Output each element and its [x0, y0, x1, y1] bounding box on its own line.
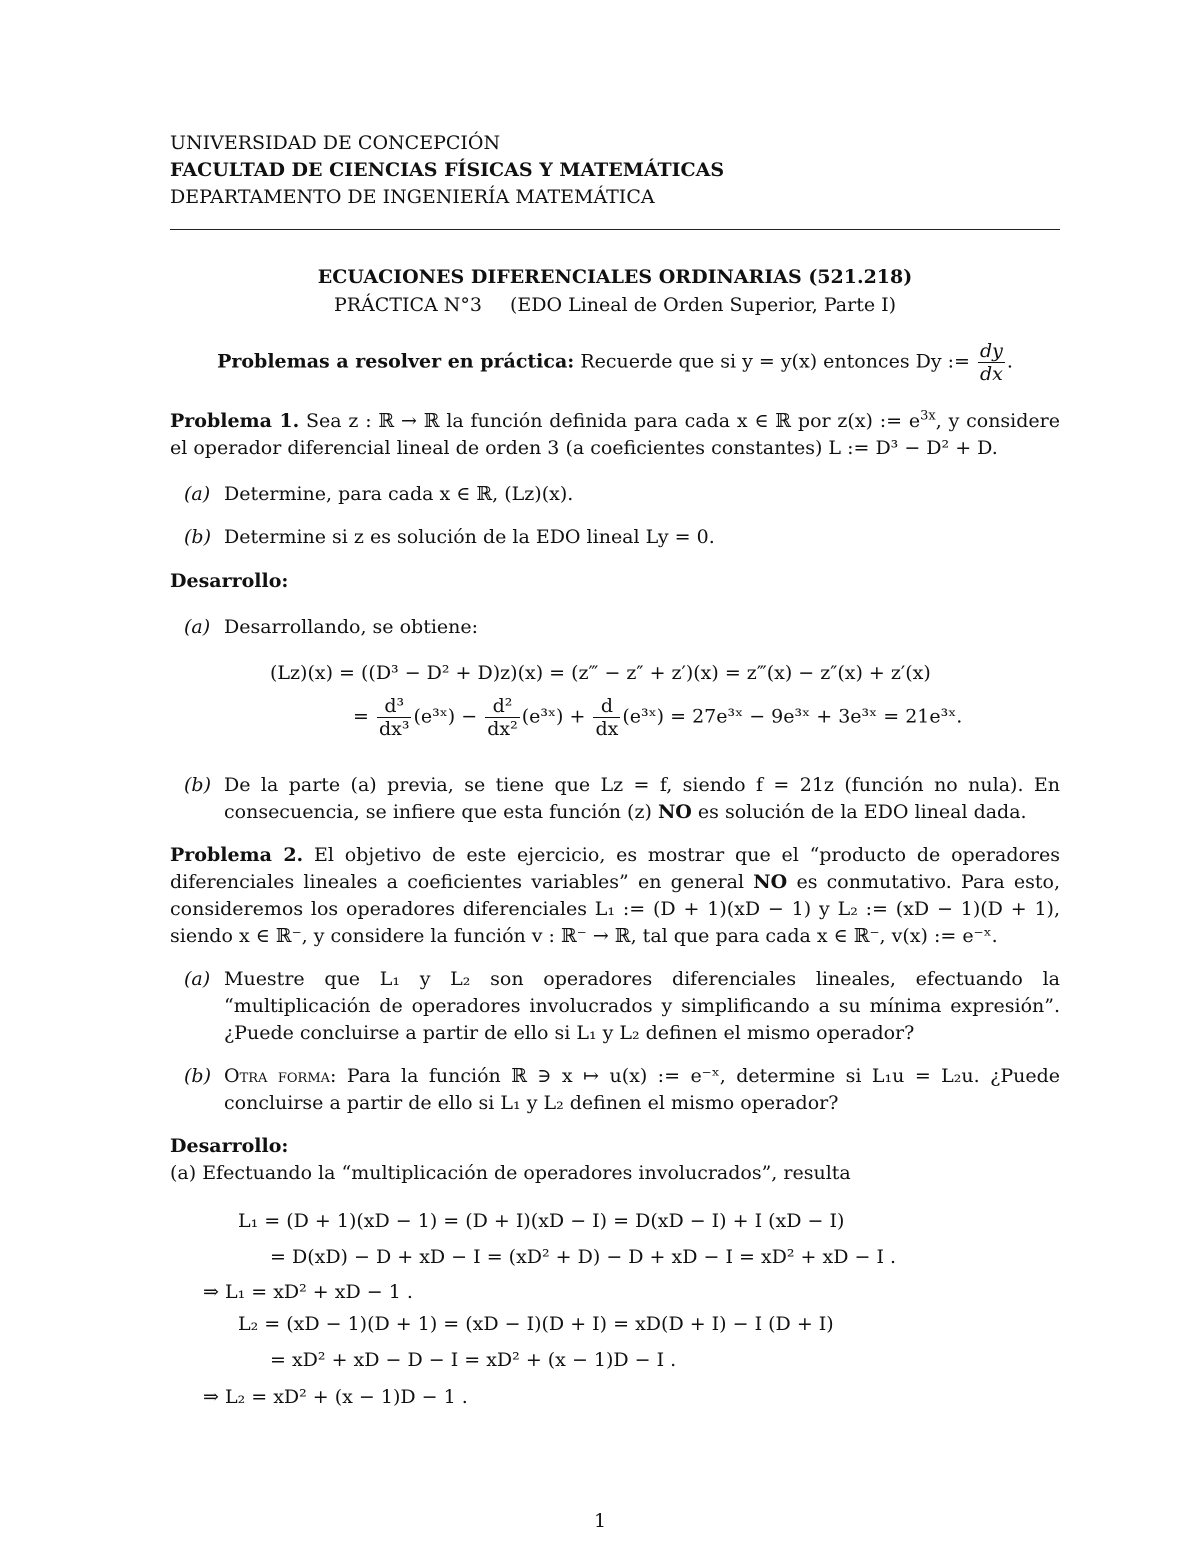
equals-sign: =: [353, 705, 369, 728]
institution-header: [170, 130, 1060, 211]
fraction-numerator: d: [593, 695, 620, 718]
fraction-numerator: dy: [979, 340, 1003, 362]
fraction-denominator: dx³: [378, 718, 410, 740]
intro-line: Problemas a resolver en práctica: Recuerde que si y = y(x) entonces Dy := $\frac{dy}{dx}$ .: [217, 340, 1013, 385]
problem-1-exponent: 3x: [920, 408, 936, 424]
problem-2-label: Problema 2.: [170, 844, 304, 866]
part-label: (b): [184, 526, 211, 548]
problem-1-text-1: Sea z : ℝ → ℝ la función definida para cada x ∈ ℝ por z(x) := e: [306, 410, 921, 432]
emphasis-no: NO: [753, 871, 788, 893]
part-text: Desarrollando, se obtiene:: [224, 616, 479, 638]
part-text: Determine si z es solución de la EDO lineal Ly = 0.: [224, 526, 715, 548]
part-label: (a): [184, 968, 211, 990]
page-number: 1: [593, 1510, 607, 1532]
emphasis-no: NO: [657, 801, 692, 823]
part-text: Muestre que L₁ y L₂ son operadores diferenciales lineales, efectuando la “multiplicación de operadores involucrados y simplificando a su mínima expresión”. ¿Puede concluirse a partir de ello si L₁ y L₂ definen el mismo operador?: [224, 968, 1060, 1044]
operator-result-1: ⇒ L₁ = xD² + xD − 1 .: [203, 1281, 413, 1303]
equation-term: (e³ˣ) = 27e³ˣ − 9e³ˣ + 3e³ˣ = 21e³ˣ.: [622, 705, 963, 728]
fraction-numerator: d²: [485, 695, 520, 718]
title-block: [170, 264, 1060, 320]
operator-equation-4: = xD² + xD − D − I = xD² + (x − 1)D − I .: [270, 1349, 677, 1371]
problem-1-text-2: , y considere el operador diferencial lineal de orden 3 (a coeficientes constantes) L := D³ − D² + D.: [170, 410, 1060, 459]
part-text: [224, 772, 1060, 826]
course-title: ECUACIONES DIFERENCIALES ORDINARIAS (521.218): [317, 266, 913, 288]
problem-1-statement: [170, 408, 1060, 462]
part-label: (a): [184, 616, 211, 638]
equation-term: (e³ˣ) −: [413, 705, 478, 728]
dy-dx-fraction: [978, 340, 1005, 385]
equation-line-1: (Lz)(x) = ((D³ − D² + D)z)(x) = (z‴ − z″ + z′)(x) = z‴(x) − z″(x) + z′(x): [270, 662, 931, 684]
practice-topic: (EDO Lineal de Orden Superior, Parte I): [509, 294, 897, 316]
equation-line-2: [353, 695, 962, 740]
equation-term: (e³ˣ) +: [521, 705, 586, 728]
problem-2-statement: [170, 842, 1060, 950]
fraction-numerator: d³: [377, 695, 412, 718]
part-label: (b): [184, 1065, 211, 1087]
intro-text: Recuerde que si y = y(x) entonces Dy :=: [580, 350, 970, 373]
operator-equation-3: L₂ = (xD − 1)(D + 1) = (xD − I)(D + I) = xD(D + I) − I (D + I): [238, 1313, 834, 1335]
fraction-denominator: dx: [979, 363, 1003, 385]
fraction-denominator: dx: [595, 718, 619, 740]
second-derivative-fraction: [485, 695, 520, 740]
problem-2-development-label: Desarrollo:: [170, 1135, 289, 1157]
part-b-text: : Para la función ℝ ∋ x ↦ u(x) := e⁻ˣ, determine si L₁u = L₂u. ¿Puede concluirse a partir de ello si L₁ y L₂ definen el mismo operador?: [224, 1065, 1060, 1114]
development-b-text-1: De la parte (a) previa, se tiene que Lz = f, siendo f = 21z (función no nula). En consecuencia, se infiere que esta función (z): [224, 774, 1060, 823]
part-text: [224, 1063, 1060, 1117]
problem-1-label: Problema 1.: [170, 410, 300, 432]
intro-label: Problemas a resolver en práctica:: [217, 350, 575, 373]
other-way-label: Otra forma: [224, 1065, 331, 1087]
problem-2-text-1: El objetivo de este ejercicio, es mostrar que el “producto de operadores diferenciales lineales a coeficientes variables” en general: [170, 844, 1061, 893]
operator-equation-1: L₁ = (D + 1)(xD − 1) = (D + I)(xD − I) = D(xD − I) + I (xD − I): [238, 1210, 845, 1232]
header-divider: [170, 229, 1060, 230]
practice-number: PRÁCTICA N°3: [333, 294, 482, 316]
part-label: (a): [184, 483, 211, 505]
part-label: (b): [184, 774, 211, 796]
fraction-denominator: dx²: [487, 718, 518, 740]
practice-subtitle: [170, 292, 1060, 320]
development-b-text-2: es solución de la EDO lineal dada.: [697, 801, 1027, 823]
first-derivative-fraction: [593, 695, 620, 740]
part-text: Determine, para cada x ∈ ℝ, (Lz)(x).: [224, 483, 574, 505]
department-name: DEPARTAMENTO DE INGENIERÍA MATEMÁTICA: [170, 186, 655, 208]
third-derivative-fraction: [377, 695, 412, 740]
faculty-name: FACULTAD DE CIENCIAS FÍSICAS Y MATEMÁTICAS: [170, 159, 725, 181]
university-name: UNIVERSIDAD DE CONCEPCIÓN: [170, 132, 501, 154]
operator-result-2: ⇒ L₂ = xD² + (x − 1)D − 1 .: [203, 1386, 468, 1408]
operator-equation-2: = D(xD) − D + xD − I = (xD² + D) − D + xD − I = xD² + xD − I .: [270, 1246, 897, 1268]
problem-2-development-a: (a) Efectuando la “multiplicación de operadores involucrados”, resulta: [170, 1162, 851, 1184]
problem-1-development-label: Desarrollo:: [170, 570, 289, 592]
problem-2-text-2: es conmutativo. Para esto, consideremos los operadores diferenciales L₁ := (D + 1)(xD − 1) y L₂ := (xD − 1)(D + 1), siendo x ∈ ℝ⁻, y considere la función v : ℝ⁻ → ℝ, tal que para cada x ∈ ℝ⁻, v(x) := e⁻ˣ.: [170, 871, 1061, 947]
